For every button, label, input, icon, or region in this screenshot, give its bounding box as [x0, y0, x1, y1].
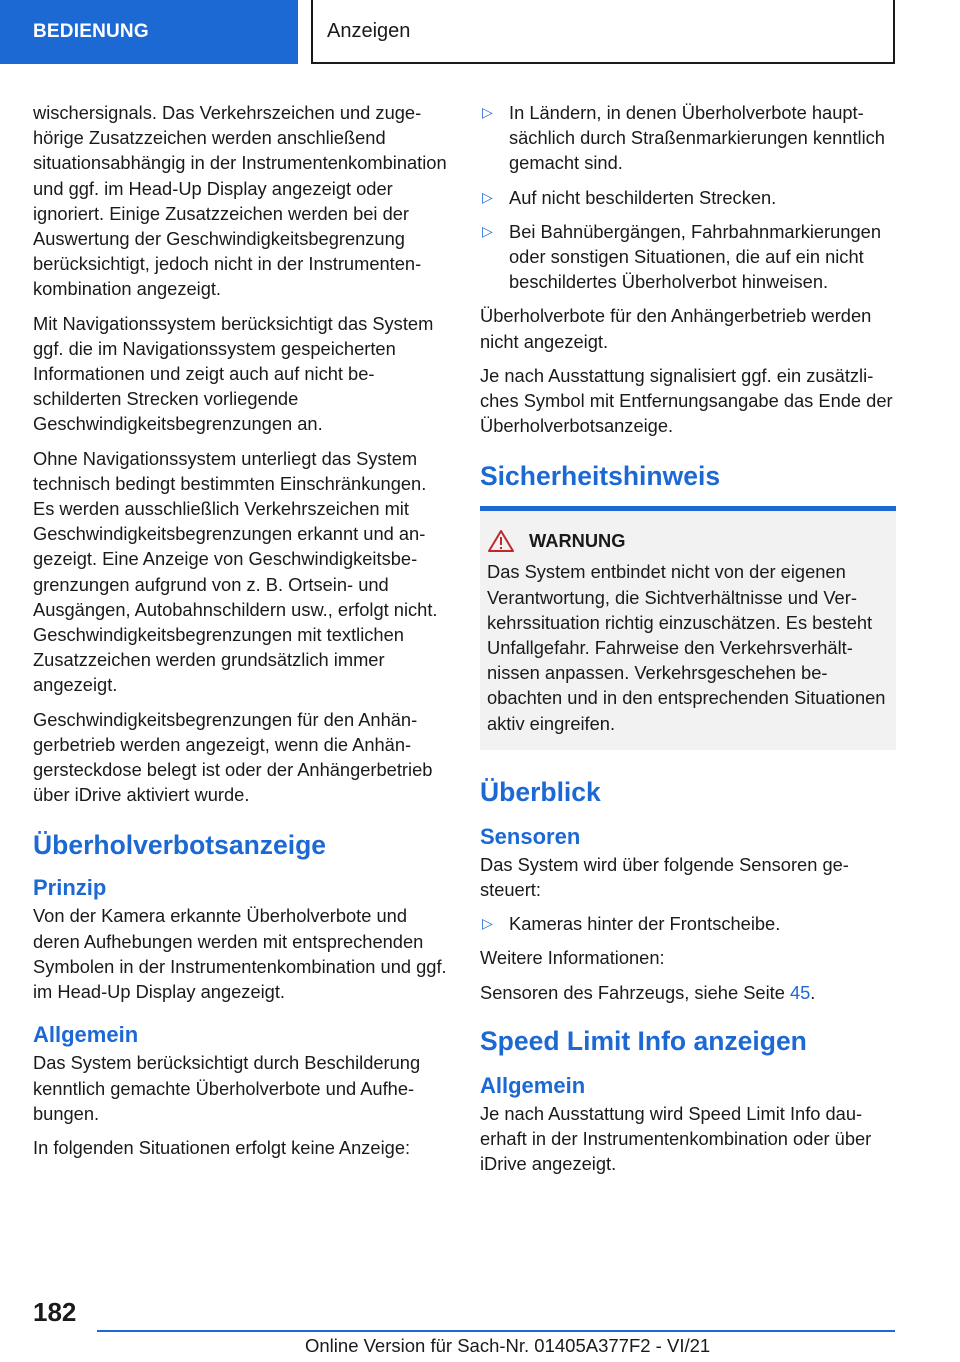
left-column: [33, 100, 451, 1169]
list-item: ▷ Bei Bahnübergängen, Fahrbahnmarkierungen oder sonstigen Situationen, die auf ein nicht beschildertes Überholverbot hinweisen.: [482, 220, 881, 293]
page-reference-link[interactable]: 45: [789, 981, 811, 1003]
online-version-note: Online Version für Sach-Nr. 01405A377F2 - VI/21: [305, 1335, 711, 1356]
chapter-title: Anzeigen: [327, 19, 411, 42]
paragraph: Mit Navigationssystem berücksichtigt das System ggf. die im Navigationssystem gespeicherten Informationen und zeigt auch auf nicht beschilderten Strecken vorliegende Geschwindigkeitsbegrenzungen an.: [33, 312, 434, 435]
paragraph: Das System wird über folgende Sensoren gesteuert:: [480, 853, 849, 901]
triangle-bullet-icon: ▷: [482, 188, 493, 205]
paragraph: Je nach Ausstattung wird Speed Limit Info dauerhaft in der Instrumentenkombination oder über iDrive angezeigt.: [480, 1102, 872, 1175]
bullet-list-situations: [480, 100, 896, 294]
warning-title: WARNUNG: [529, 530, 626, 552]
paragraph: Geschwindigkeitsbegrenzungen für den Anhängerbetrieb werden angezeigt, wenn die Anhängersteckdose belegt ist oder der Anhängerbetrieb über iDrive aktiviert wurde.: [33, 708, 433, 806]
warning-triangle-icon: [487, 529, 515, 553]
section-title: BEDIENUNG: [33, 21, 149, 42]
list-item: ▷ In Ländern, in denen Überholverbote hauptsächlich durch Straßenmarkierungen kenntlich gemacht sind.: [482, 102, 885, 174]
paragraph: Ohne Navigationssystem unterliegt das System technisch bedingt bestimmten Einschränkungen. Es werden ausschließlich Verkehrszeichen mit Geschwindigkeitsbegrenzungen erkannt und angezeigt. Eine Anzeige von Geschwindigkeitsbegrenzungen aufgrund von z. B. Ortsein- und Ausgängen, Autobahnschildern usw., erfolgt nicht. Geschwindigkeitsbegrenzungen mit textlichen Zusatzzeichen werden grundsätzlich immer angezeigt.: [33, 447, 438, 696]
page-number: 182: [33, 1297, 77, 1327]
section-tab: [0, 0, 298, 64]
triangle-bullet-icon: ▷: [482, 222, 493, 239]
subheading-principle: Prinzip: [33, 875, 107, 901]
right-column: [480, 100, 896, 1185]
footer-rule: [97, 1330, 895, 1332]
warning-title-row: [487, 529, 889, 553]
subheading-general: Allgemein: [480, 1072, 586, 1098]
paragraph: Das System berücksichtigt durch Beschilderung kenntlich gemachte Überholverbote und Aufhebungen.: [33, 1052, 421, 1124]
warning-text: Das System entbindet nicht von der eigenen Verantwortung, die Sichtverhältnisse und Verkehrssituation richtig einzuschätzen. Es besteht Unfallgefahr. Fahrweise den Verkehrsverhältnissen anpassen. Verkehrsgeschehen beobachten und in den entsprechenden Situationen aktiv eingreifen.: [487, 561, 886, 734]
paragraph: Weitere Informationen:: [480, 947, 665, 969]
list-item: ▷ Auf nicht beschilderten Strecken.: [480, 185, 896, 210]
paragraph: Von der Kamera erkannte Überholverbote und deren Aufhebungen werden mit entsprechenden Symbolen in der Instrumentenkombination und ggf. im Head-Up Display angezeigt.: [33, 905, 447, 1003]
triangle-bullet-icon: ▷: [482, 104, 493, 120]
subheading-general: Allgemein: [33, 1022, 139, 1048]
bullet-list-sensors: [480, 911, 896, 936]
paragraph: wischersignals. Das Verkehrszeichen und zugehörige Zusatzzeichen werden anschließend situationsabhängig in der Instrumentenkombination und ggf. im Head-Up Display angezeigt oder ignoriert. Einige Zusatzzeichen werden bei der Auswertung der Geschwindigkeitsbegrenzung berücksichtigt, jedoch nicht in der Instrumentenkombination angezeigt.: [33, 102, 447, 300]
warning-box: [480, 511, 896, 749]
paragraph: In folgenden Situationen erfolgt keine Anzeige:: [33, 1136, 411, 1158]
paragraph: Überholverbote für den Anhängerbetrieb werden nicht angezeigt.: [480, 305, 872, 352]
chapter-header: [311, 0, 895, 64]
paragraph-reference: Sensoren des Fahrzeugs, siehe Seite 45.: [480, 981, 816, 1003]
section-heading-speed-limit: Speed Limit Info anzeigen: [480, 1025, 807, 1056]
section-heading-overtaking: Überholverbotsanzeige: [33, 830, 327, 861]
section-heading-overview: Überblick: [480, 776, 601, 807]
subheading-sensors: Sensoren: [480, 823, 581, 849]
list-item: ▷ Kameras hinter der Frontscheibe.: [480, 911, 896, 936]
paragraph: Je nach Ausstattung signalisiert ggf. ein zusätzliches Symbol mit Entfernungsangabe das Ende der Überholverbotsanzeige.: [480, 364, 893, 437]
triangle-bullet-icon: ▷: [482, 915, 493, 932]
section-heading-safety: Sicherheitshinweis: [480, 461, 721, 492]
